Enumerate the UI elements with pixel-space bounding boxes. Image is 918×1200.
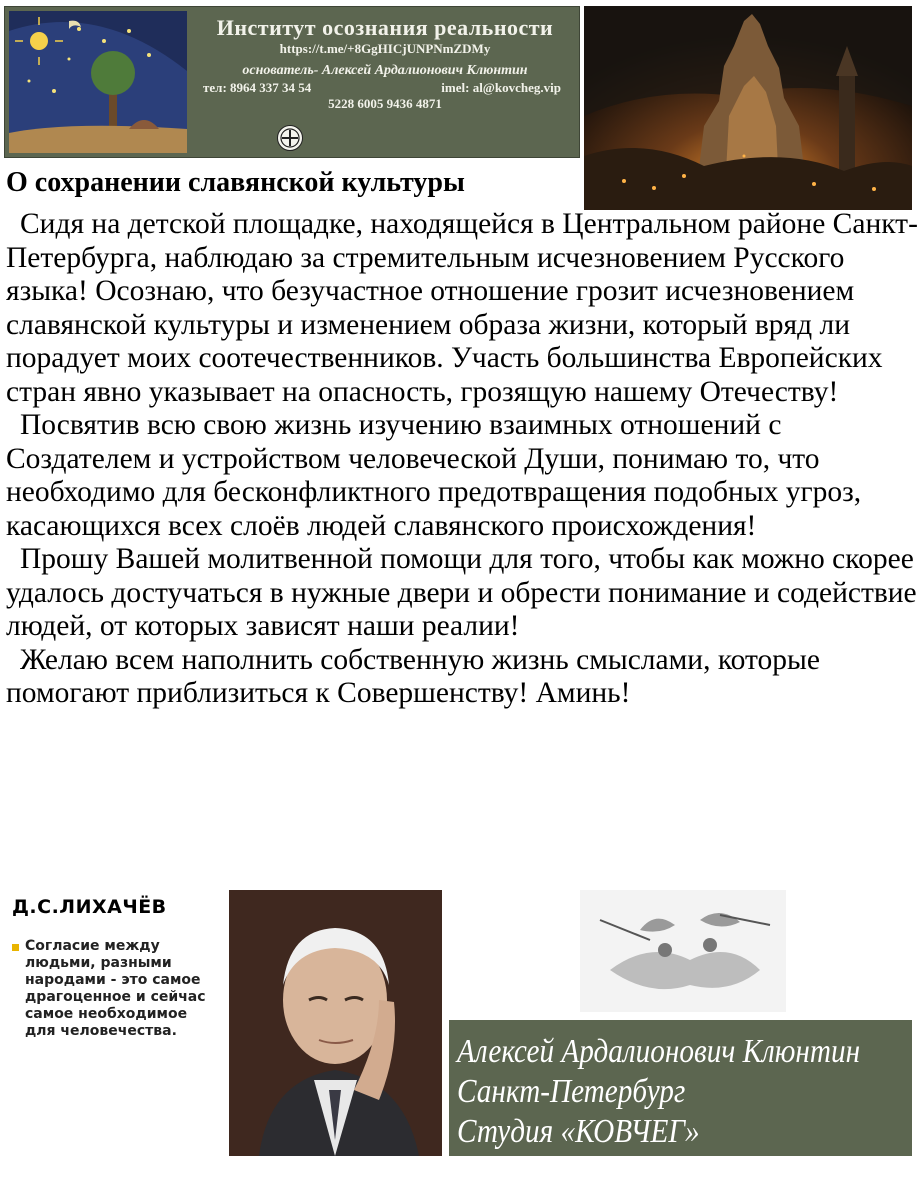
founder-line: основатель- Алексей Ардалионович Клюнтин	[242, 63, 528, 78]
institute-banner	[4, 6, 580, 158]
banner-title: Институт осознания реальности	[216, 15, 554, 40]
article-body	[6, 208, 918, 711]
angels-engraving-image	[580, 890, 786, 1012]
author-name: Алексей Ардалионович Клюнтин	[457, 1033, 861, 1070]
bullet-icon	[12, 944, 19, 951]
email-address[interactable]: imel: al@kovcheg.vip	[441, 80, 561, 95]
likhachev-quote	[8, 890, 220, 1110]
studio-name: Студия «КОВЧЕГ»	[457, 1113, 700, 1150]
banner-text	[195, 15, 575, 111]
article-paragraph: Сидя на детской площадке, находящейся в Центральном районе Санкт-Петербурга, наблюдаю за стремительным исчезновением Русского языка! Осознаю, что безучастное отношение грозит исчезновением славянской культуры и изменением образа жизни, который вряд ли порадует моих соотечественников. Участь большинства Европейских стран явно указывает на опасность, грозящую нашему Отечеству!	[6, 208, 918, 408]
cross-emblem-icon	[277, 125, 303, 151]
card-number: 5228 6005 9436 4871	[328, 96, 442, 111]
article-paragraph: Желаю всем наполнить собственную жизнь смыслами, которые помогают приблизиться к Совершенству! Аминь!	[6, 643, 820, 709]
author-signature	[449, 1020, 912, 1156]
quote-text: Согласие между людьми, разными народами - это самое драгоценное и сейчас самое необходимое для человечества.	[25, 938, 206, 1039]
author-city: Санкт-Петербург	[457, 1073, 686, 1110]
fortress-image	[584, 6, 912, 210]
cosmic-engraving-image	[9, 11, 187, 153]
likhachev-portrait	[229, 890, 442, 1156]
telegram-link[interactable]: https://t.me/+8GgHICjUNPNmZDMy	[279, 41, 491, 56]
phone-number: тел: 8964 337 34 54	[203, 80, 312, 95]
quote-body	[12, 938, 220, 1040]
quote-author: Д.С.ЛИХАЧЁВ	[12, 896, 167, 918]
article-paragraph: Посвятив всю свою жизнь изучению взаимных отношений с Создателем и устройством человеческой Души, понимаю то, что необходимо для бесконфликтного предотвращения подобных угроз, касающихся всех слоёв людей славянского происхождения!	[6, 409, 862, 542]
article-paragraph: Прошу Вашей молитвенной помощи для того, чтобы как можно скорее удалось достучаться в нужные двери и обрести понимание и содействие людей, от которых зависят наши реалии!	[6, 543, 917, 642]
article-title: О сохранении славянской культуры	[6, 167, 465, 198]
contact-row	[195, 80, 575, 95]
